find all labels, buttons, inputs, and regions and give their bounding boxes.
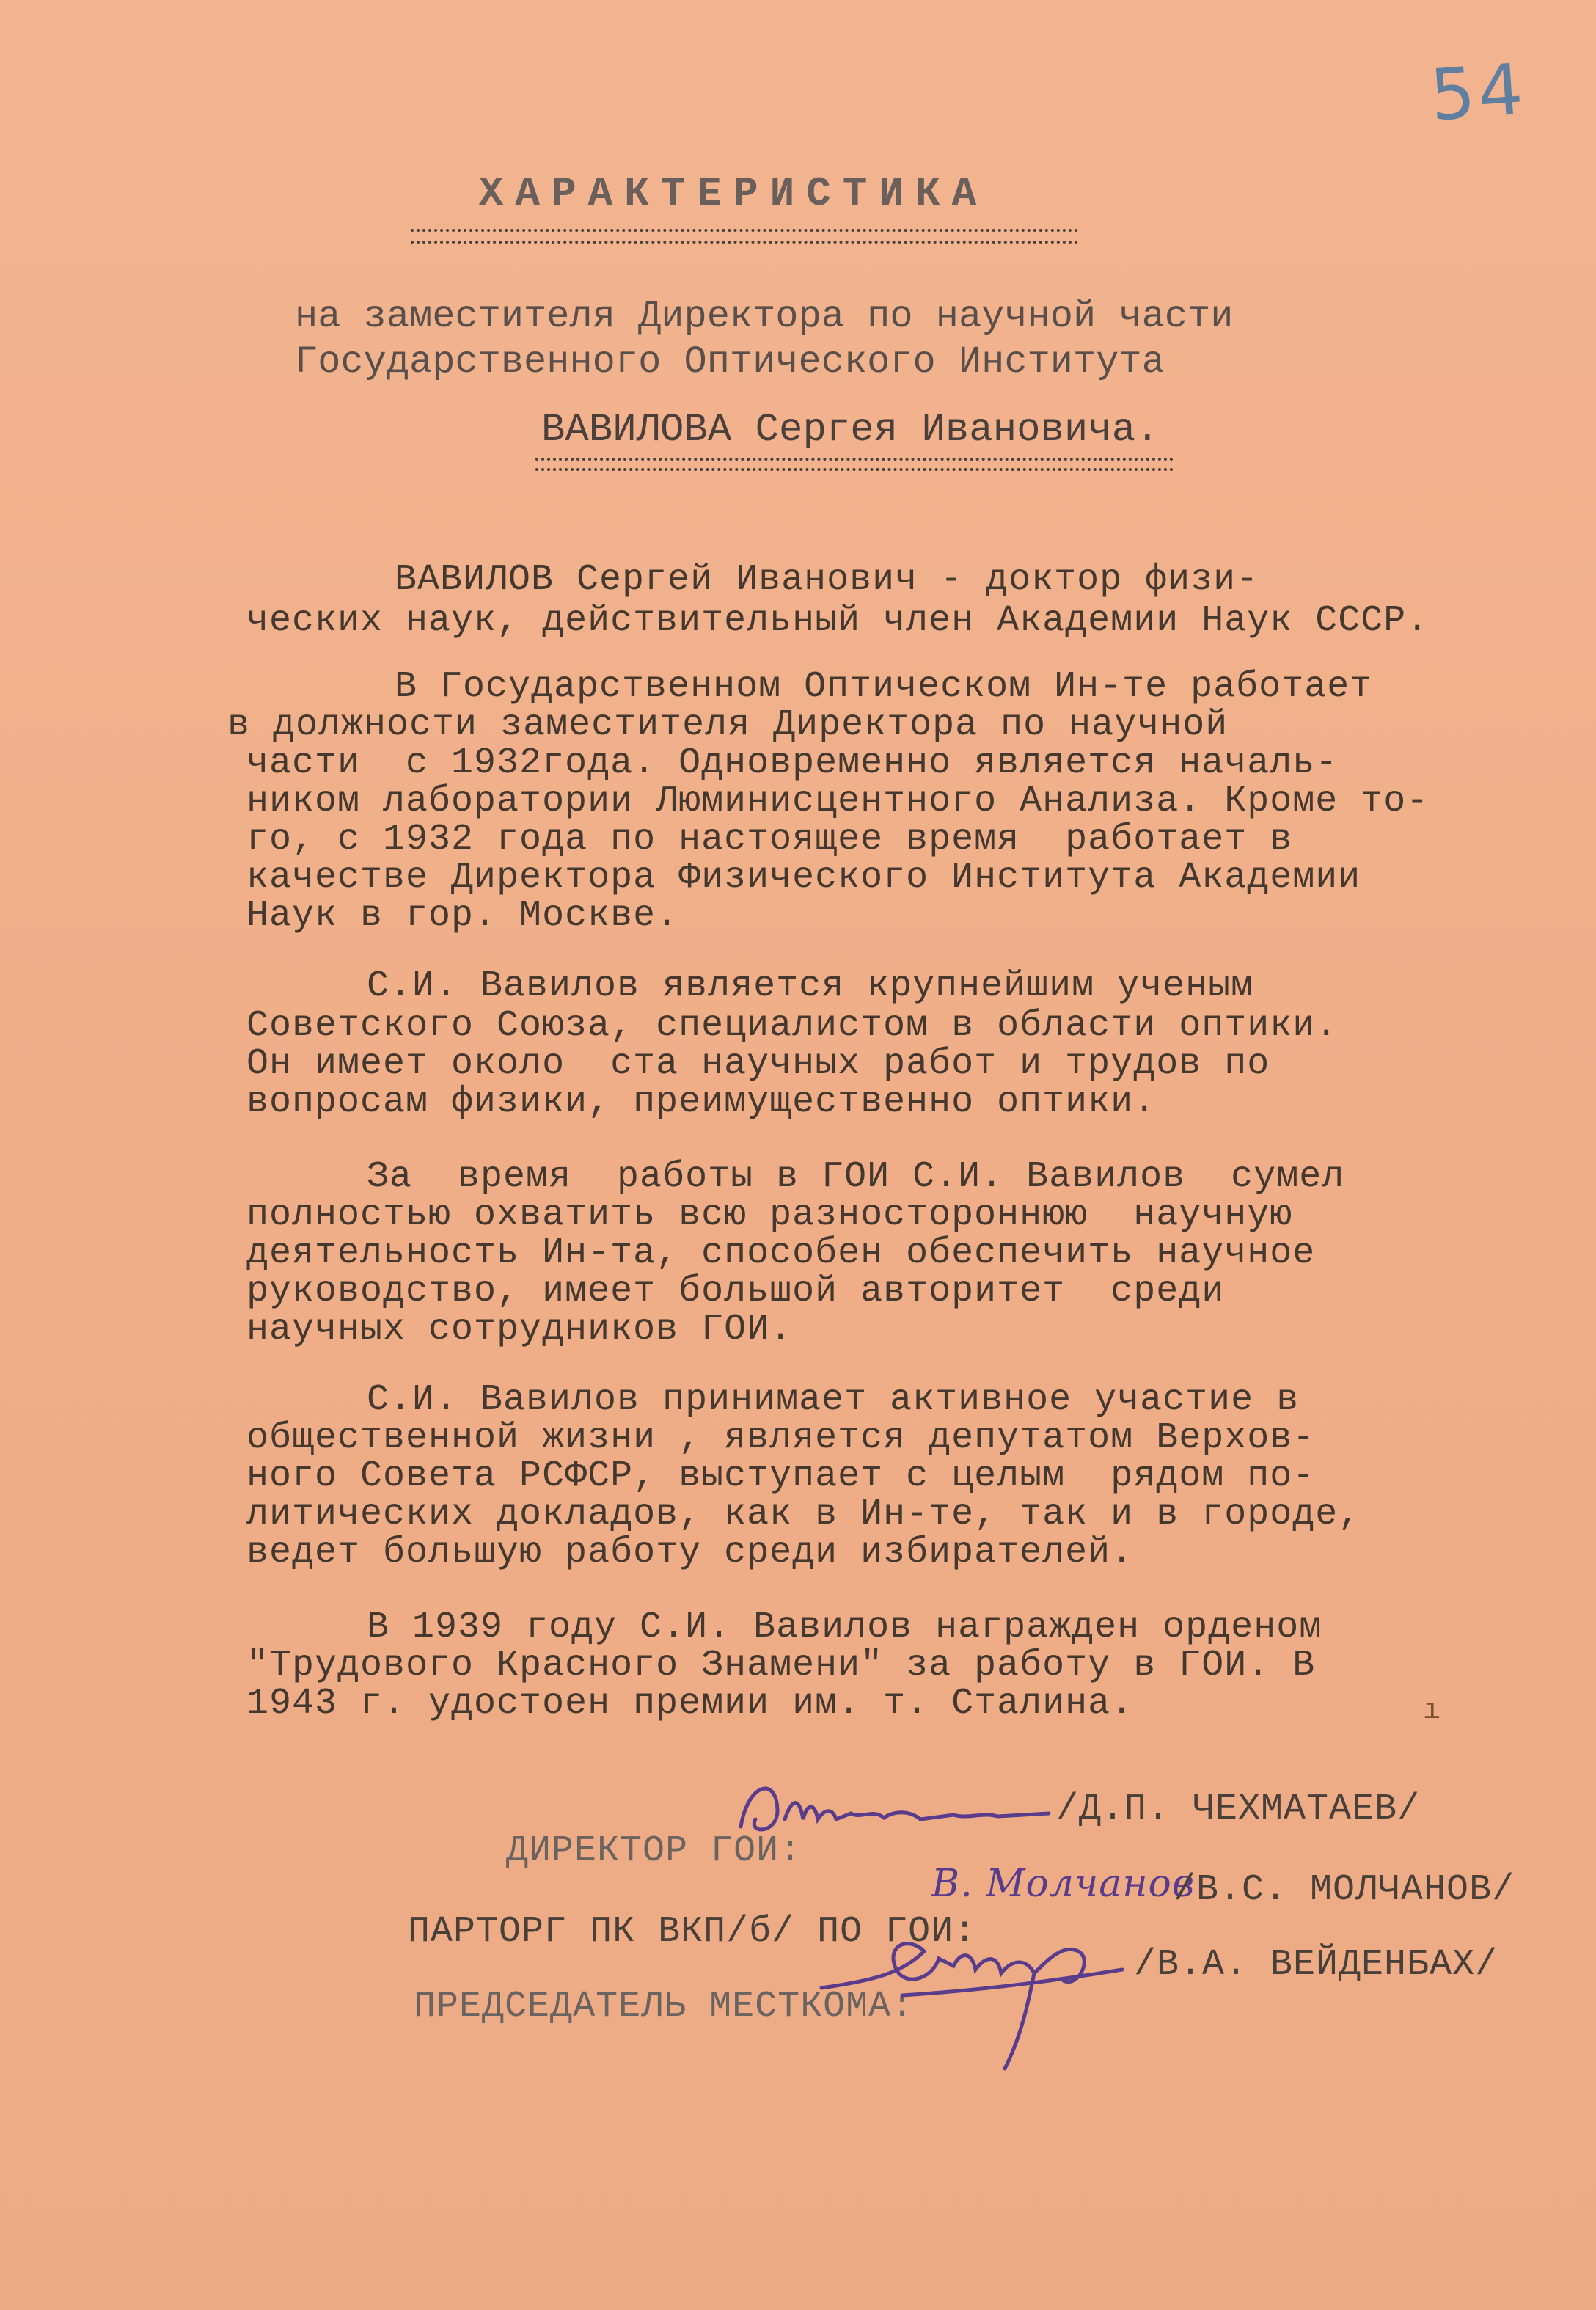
paragraph-6-line-3: 1943 г. удостоен премии им. т. Сталина. [246,1683,1134,1725]
paragraph-4-line-1: За время работы в ГОИ С.И. Вавилов сумел [367,1156,1345,1198]
paragraph-5-line-4: литических докладов, как в Ин-те, так и в городе, [246,1494,1361,1535]
chairman-label: ПРЕДСЕДАТЕЛЬ МЕСТКОМА: [414,1986,915,2028]
document-title: ХАРАКТЕРИСТИКА [478,170,989,217]
paragraph-2-line-1: В Государственном Оптическом Ин-те работает [395,666,1373,708]
paragraph-5-line-5: ведет большую работу среди избирателей. [246,1532,1134,1573]
partorg-label: ПАРТОРГ ПК ВКП/б/ ПО ГОИ: [408,1911,977,1953]
director-signature [733,1768,1056,1849]
paragraph-3-line-4: вопросам физики, преимущественно оптики. [246,1081,1157,1123]
paragraph-3-line-3: Он имеет около ста научных работ и трудов по [246,1043,1270,1085]
archive-page-number: 54 [1427,48,1529,137]
paragraph-4-line-5: научных сотрудников ГОИ. [246,1309,793,1350]
paragraph-2-line-5: го, с 1932 года по настоящее время работает в [246,819,1293,860]
paragraph-3-line-1: С.И. Вавилов является крупнейшим ученым [367,965,1254,1007]
paragraph-6-line-2: "Трудового Красного Знамени" за работу в ГОИ. В [246,1645,1316,1686]
director-label: ДИРЕКТОР ГОИ: [506,1830,802,1872]
paragraph-3-line-2: Советского Союза, специалистом в области оптики. [246,1005,1339,1047]
paragraph-1-line-1: ВАВИЛОВ Сергей Иванович - доктор физи- [395,559,1259,601]
person-name: ВАВИЛОВА Сергея Ивановича. [541,408,1160,453]
paragraph-4-line-2: полностью охватить всю разностороннюю научную [246,1194,1293,1236]
paragraph-5-line-1: С.И. Вавилов принимает активное участие в [367,1379,1300,1421]
paragraph-5-line-2: общественной жизни , является депутатом Верхов- [246,1417,1316,1459]
paragraph-2-line-6: качестве Директора Физического Института Академии [246,857,1361,899]
paragraph-6-line-1: В 1939 году С.И. Вавилов награжден орденом [367,1607,1322,1648]
paragraph-2-line-4: ником лаборатории Люминисцентного Анализа. Кроме то- [246,781,1430,822]
paragraph-2-line-2: в должности заместителя Директора по научной [227,704,1229,746]
partorg-name: /В.С. МОЛЧАНОВ/ [1174,1869,1515,1911]
paragraph-1-line-2: ческих наук, действительный член Академии Наук СССР. [246,600,1430,642]
director-name: /Д.П. ЧЕХМАТАЕВ/ [1056,1788,1421,1830]
name-underline [535,458,1174,471]
subtitle-line-1: на заместителя Директора по научной части [295,295,1234,338]
subtitle-line-2: Государственного Оптического Института [295,340,1165,384]
paragraph-5-line-3: ного Совета РСФСР, выступает с целым рядом по- [246,1455,1316,1497]
paragraph-4-line-3: деятельность Ин-та, способен обеспечить научное [246,1232,1316,1274]
partorg-handwritten-signature: В. Молчанов [931,1862,1196,1906]
margin-tick-mark: ı [1423,1695,1441,1728]
chairman-name: /В.А. ВЕЙДЕНБАХ/ [1134,1944,1498,1986]
chairman-signature [814,1900,1166,2076]
title-underline [411,229,1078,244]
paragraph-2-line-3: части с 1932года. Одновременно является началь- [246,742,1339,784]
paragraph-2-line-7: Наук в гор. Москве. [246,895,679,937]
paragraph-4-line-4: руководство, имеет большой авторитет среди [246,1271,1225,1312]
